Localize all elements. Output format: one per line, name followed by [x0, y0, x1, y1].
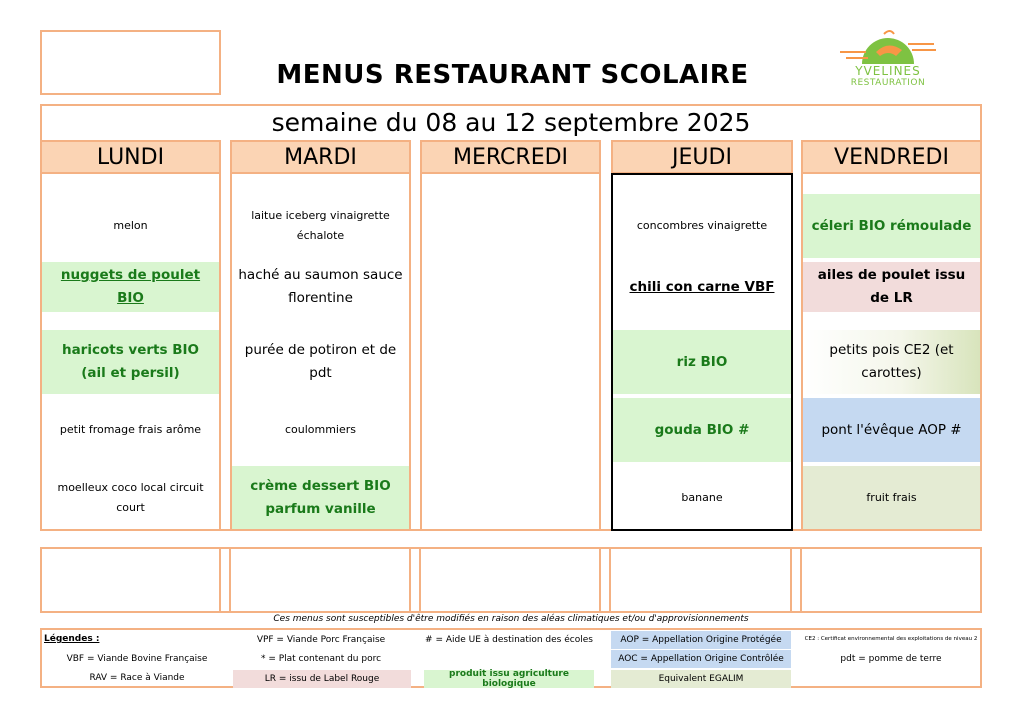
top-left-box [40, 30, 221, 95]
menu-item-vendredi-dessert: fruit frais [803, 466, 980, 529]
legend-aoc: AOC = Appellation Origine Contrôlée [611, 650, 791, 668]
menu-item-lundi-cheese: petit fromage frais arôme [59, 423, 202, 436]
bottom-row-divider [219, 547, 231, 613]
column-mercredi [420, 173, 601, 531]
legend-rav: RAV = Race à Viande [89, 673, 185, 683]
legend-porc: * = Plat contenant du porc [260, 654, 382, 664]
legend-lr: LR = issu de Label Rouge [233, 670, 411, 688]
menu-item-jeudi-starter: concombres vinaigrette [636, 219, 768, 232]
menu-item-vendredi-side: petits pois CE2 (et carottes) [803, 330, 980, 394]
day-header-jeudi: JEUDI [611, 140, 793, 174]
disclaimer: Ces menus sont susceptibles d'être modifiés en raison des aléas climatiques et/ou d'approvisionnements [273, 614, 749, 624]
legend-aide: # = Aide UE à destination des écoles [425, 635, 593, 645]
menu-item-mardi-cheese: coulommiers [284, 423, 357, 436]
legend-ce2: CE2 : Certificat environnemental des exploitations de niveau 2 [804, 636, 978, 642]
legend-pdt: pdt = pomme de terre [840, 654, 942, 664]
legend-vpf: VPF = Viande Porc Française [256, 635, 386, 645]
menu-item-mardi-starter: laitue iceberg vinaigrette échalote [251, 209, 390, 242]
bottom-row-divider [790, 547, 802, 613]
legend-vbf: VBF = Viande Bovine Française [66, 654, 208, 664]
menu-item-vendredi-main: ailes de poulet issu de LR [803, 262, 980, 312]
week-label: semaine du 08 au 12 septembre 2025 [271, 107, 751, 137]
menu-item-vendredi-starter: céleri BIO rémoulade [803, 194, 980, 258]
day-header-vendredi: VENDREDI [801, 140, 982, 174]
menu-item-jeudi-dessert: banane [681, 490, 723, 504]
menu-item-jeudi-main: chili con carne VBF [629, 278, 775, 295]
menu-item-lundi-starter: melon [113, 219, 148, 232]
logo-icon [836, 22, 940, 66]
menu-item-mardi-dessert: crème dessert BIO parfum vanille [232, 466, 409, 529]
menu-item-jeudi-cheese: gouda BIO # [613, 398, 791, 462]
legend-egalim: Equivalent EGALIM [611, 670, 791, 688]
menu-item-lundi-dessert: moelleux coco local circuit court [57, 480, 204, 514]
bottom-row-divider [409, 547, 421, 613]
menu-item-jeudi-side: riz BIO [613, 330, 791, 394]
bottom-row-divider [599, 547, 611, 613]
menu-item-mardi-side: purée de potiron et de pdt [244, 342, 397, 381]
logo-text-restauration: RESTAURATION [850, 78, 926, 88]
logo-text-yvelines: YVELINES [855, 64, 921, 78]
day-header-mardi: MARDI [230, 140, 411, 174]
day-header-mercredi: MERCREDI [420, 140, 601, 174]
bottom-row [40, 547, 982, 613]
day-header-lundi: LUNDI [40, 140, 221, 174]
legend [40, 628, 982, 688]
legend-title: Légendes : [44, 634, 100, 644]
menu-item-lundi-side: haricots verts BIO (ail et persil) [42, 330, 219, 394]
menu-item-lundi-main: nuggets de poulet BIO [42, 262, 219, 312]
page-title: MENUS RESTAURANT SCOLAIRE [276, 60, 749, 90]
menu-item-mardi-main: haché au saumon sauce florentine [238, 267, 403, 306]
legend-bio: produit issu agriculture biologique [424, 670, 594, 688]
legend-aop: AOP = Appellation Origine Protégée [611, 631, 791, 649]
menu-item-vendredi-cheese: pont l'évêque AOP # [803, 398, 980, 462]
